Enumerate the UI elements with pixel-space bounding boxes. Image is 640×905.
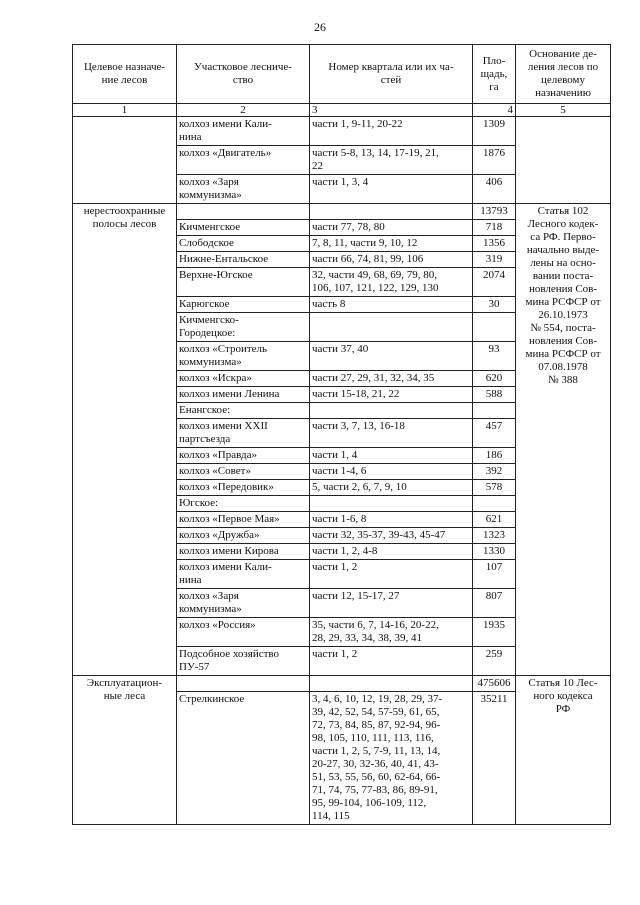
area-total-cell: 13793 <box>473 204 516 220</box>
quarters-cell: части 1, 2 <box>310 560 473 589</box>
area-cell: 1356 <box>473 236 516 252</box>
forestry-cell: колхоз «Двигатель» <box>177 146 310 175</box>
forestry-cell: Нижне-Ентальское <box>177 252 310 268</box>
area-cell: 1309 <box>473 117 516 146</box>
area-cell <box>473 403 516 419</box>
area-cell: 620 <box>473 371 516 387</box>
quarters-cell: части 32, 35-37, 39-43, 45-47 <box>310 528 473 544</box>
forestry-cell-empty <box>177 676 310 692</box>
column-number: 4 <box>473 104 516 117</box>
column-number-row <box>73 104 611 117</box>
column-number: 5 <box>516 104 611 117</box>
area-cell: 1935 <box>473 618 516 647</box>
area-cell: 621 <box>473 512 516 528</box>
forestry-cell: Кичменгское <box>177 220 310 236</box>
column-number: 2 <box>177 104 310 117</box>
header-basis: Основание де- ления лесов по целевому назначению <box>516 45 611 104</box>
quarters-cell: части 66, 74, 81, 99, 106 <box>310 252 473 268</box>
forestry-cell: Слободское <box>177 236 310 252</box>
quarters-cell: части 1-6, 8 <box>310 512 473 528</box>
area-cell: 807 <box>473 589 516 618</box>
forestry-cell: Стрелкинское <box>177 692 310 825</box>
header-area: Пло- щадь, га <box>473 45 516 104</box>
quarters-cell-empty <box>310 204 473 220</box>
forestry-cell: колхоз «Заря коммунизма» <box>177 175 310 204</box>
forestry-cell: колхоз имени Кали- нина <box>177 560 310 589</box>
quarters-cell: 5, части 2, 6, 7, 9, 10 <box>310 480 473 496</box>
area-cell: 1330 <box>473 544 516 560</box>
quarters-cell: части 12, 15-17, 27 <box>310 589 473 618</box>
forestry-cell: Карюгское <box>177 297 310 313</box>
quarters-cell: части 1, 2, 4-8 <box>310 544 473 560</box>
area-cell: 107 <box>473 560 516 589</box>
forestry-cell: колхоз «Строитель коммунизма» <box>177 342 310 371</box>
forestry-cell: колхоз «Россия» <box>177 618 310 647</box>
purpose-cell: Эксплуатацион- ные леса <box>73 676 177 825</box>
header-forestry: Участковое лесниче- ство <box>177 45 310 104</box>
area-cell <box>473 313 516 342</box>
quarters-cell: части 1, 4 <box>310 448 473 464</box>
column-number: 3 <box>310 104 473 117</box>
quarters-cell: части 1-4, 6 <box>310 464 473 480</box>
forestry-cell: колхоз «Совет» <box>177 464 310 480</box>
purpose-cell: нерестоохранные полосы лесов <box>73 204 177 676</box>
forest-purpose-table <box>72 44 611 825</box>
forestry-cell: колхоз «Правда» <box>177 448 310 464</box>
forestry-cell: колхоз «Заря коммунизма» <box>177 589 310 618</box>
area-cell: 578 <box>473 480 516 496</box>
quarters-cell: части 27, 29, 31, 32, 34, 35 <box>310 371 473 387</box>
header-row <box>73 45 611 104</box>
area-cell: 457 <box>473 419 516 448</box>
quarters-cell <box>310 496 473 512</box>
header-quarters: Номер квартала или их ча- стей <box>310 45 473 104</box>
quarters-cell: части 1, 3, 4 <box>310 175 473 204</box>
quarters-cell: части 1, 9-11, 20-22 <box>310 117 473 146</box>
forestry-cell: колхоз «Искра» <box>177 371 310 387</box>
basis-cell: Статья 102 Лесного кодек- са РФ. Перво- начально выде- лены на осно- вании поста- новления Сов- мина РСФСР от 26.10.1973 № 554, поста- новления Сов- мина РСФСР от 07.08.1978 № 388 <box>516 204 611 676</box>
quarters-cell: части 5-8, 13, 14, 17-19, 21, 22 <box>310 146 473 175</box>
header-purpose: Целевое назначе- ние лесов <box>73 45 177 104</box>
quarters-cell: части 1, 2 <box>310 647 473 676</box>
forestry-cell: Верхне-Югское <box>177 268 310 297</box>
quarters-cell: часть 8 <box>310 297 473 313</box>
quarters-cell: части 37, 40 <box>310 342 473 371</box>
forestry-cell: Кичменгско- Городецкое: <box>177 313 310 342</box>
quarters-cell: части 3, 7, 13, 16-18 <box>310 419 473 448</box>
page-number: 26 <box>314 20 326 34</box>
area-cell: 35211 <box>473 692 516 825</box>
quarters-cell <box>310 403 473 419</box>
area-cell: 319 <box>473 252 516 268</box>
area-cell: 718 <box>473 220 516 236</box>
forestry-cell: колхоз имени XXII партсъезда <box>177 419 310 448</box>
area-cell: 1323 <box>473 528 516 544</box>
quarters-cell: части 77, 78, 80 <box>310 220 473 236</box>
quarters-cell: 32, части 49, 68, 69, 79, 80, 106, 107, 121, 122, 129, 130 <box>310 268 473 297</box>
forestry-cell: колхоз «Первое Мая» <box>177 512 310 528</box>
section-total-row <box>73 204 611 220</box>
section-total-row <box>73 676 611 692</box>
quarters-cell: части 15-18, 21, 22 <box>310 387 473 403</box>
area-cell: 2074 <box>473 268 516 297</box>
forestry-cell: Енангское: <box>177 403 310 419</box>
forestry-cell-empty <box>177 204 310 220</box>
area-cell: 1876 <box>473 146 516 175</box>
purpose-cell-empty <box>73 117 177 204</box>
area-cell: 406 <box>473 175 516 204</box>
forestry-cell: колхоз «Дружба» <box>177 528 310 544</box>
area-cell: 30 <box>473 297 516 313</box>
quarters-cell: 3, 4, 6, 10, 12, 19, 28, 29, 37- 39, 42, 52, 54, 57-59, 61, 65, 72, 73, 84, 85, 87, 92-94, 96- 98, 105, 110, 111, 113, 116, части 1, 2, 5, 7-9, 11, 13, 14, 20-27, 30, 32-36, 40, 41, 43- 51, 53, 55, 56, 60, 62-64, 66- 71, 74, 75, 77-83, 86, 89-91, 95, 99-104, 106-109, 112, 114, 115 <box>310 692 473 825</box>
quarters-cell: 35, части 6, 7, 14-16, 20-22, 28, 29, 33, 34, 38, 39, 41 <box>310 618 473 647</box>
area-total-cell: 475606 <box>473 676 516 692</box>
area-cell: 588 <box>473 387 516 403</box>
forestry-cell: колхоз имени Кирова <box>177 544 310 560</box>
table-row <box>73 117 611 146</box>
area-cell: 186 <box>473 448 516 464</box>
forestry-cell: колхоз имени Ленина <box>177 387 310 403</box>
area-cell: 392 <box>473 464 516 480</box>
forestry-cell: Югское: <box>177 496 310 512</box>
forestry-cell: колхоз «Передовик» <box>177 480 310 496</box>
basis-cell-empty <box>516 117 611 204</box>
area-cell: 259 <box>473 647 516 676</box>
forestry-cell: Подсобное хозяйство ПУ-57 <box>177 647 310 676</box>
quarters-cell: 7, 8, 11, части 9, 10, 12 <box>310 236 473 252</box>
area-cell <box>473 496 516 512</box>
column-number: 1 <box>73 104 177 117</box>
basis-cell: Статья 10 Лес- ного кодекса РФ <box>516 676 611 825</box>
forestry-cell: колхоз имени Кали- нина <box>177 117 310 146</box>
quarters-cell-empty <box>310 676 473 692</box>
quarters-cell <box>310 313 473 342</box>
area-cell: 93 <box>473 342 516 371</box>
